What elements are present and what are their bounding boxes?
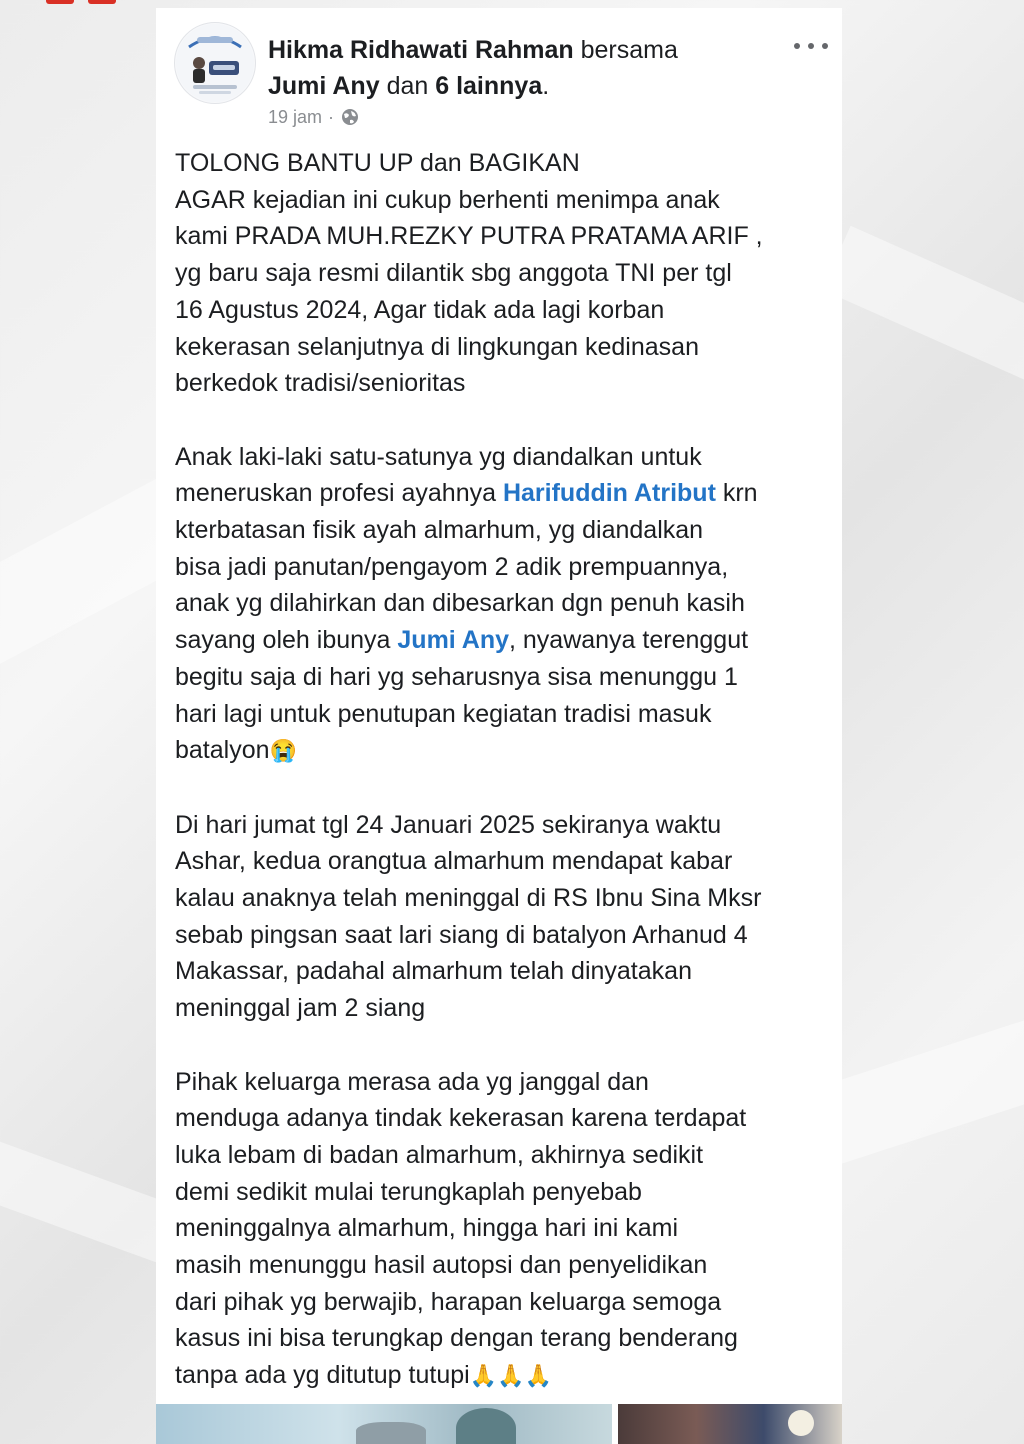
- text-line: kalau anaknya telah meninggal di RS Ibnu Sina Mksr: [175, 884, 762, 913]
- more-dot: [794, 43, 800, 49]
- text-line: bisa jadi panutan/pengayom 2 adik prempuannya,: [175, 552, 729, 581]
- facebook-post-card: [156, 8, 842, 1444]
- photo-detail: [356, 1422, 426, 1444]
- background-fold: [822, 226, 1024, 445]
- text-line: Makassar, padahal almarhum telah dinyatakan: [175, 957, 692, 986]
- text-line: kasus ini bisa terungkap dengan terang benderang: [175, 1324, 738, 1353]
- meta-separator: ·: [328, 107, 335, 127]
- paragraph-1: [175, 145, 825, 402]
- tagged-person[interactable]: Jumi Any: [268, 72, 380, 100]
- text-line: Ashar, kedua orangtua almarhum mendapat kabar: [175, 847, 733, 876]
- text-segment: krn: [715, 479, 758, 508]
- author-avatar[interactable]: [174, 22, 256, 104]
- text-line: Anak laki-laki satu-satunya yg diandalkan untuk: [175, 442, 702, 471]
- text-line: dari pihak yg berwajib, harapan keluarga semoga: [175, 1287, 722, 1316]
- photo-detail: [788, 1410, 814, 1436]
- mention-jumi-any[interactable]: Jumi Any: [397, 626, 509, 655]
- text-line: hari lagi untuk penutupan kegiatan tradisi masuk: [175, 699, 712, 728]
- text-line: AGAR kejadian ini cukup berhenti menimpa anak: [175, 185, 720, 214]
- more-dot: [808, 43, 814, 49]
- paragraph-2: [175, 439, 825, 770]
- text-line: [175, 475, 825, 512]
- text-line: berkedok tradisi/senioritas: [175, 369, 466, 398]
- top-edge-marks: [0, 0, 1024, 4]
- post-time[interactable]: 19 jam: [268, 107, 323, 127]
- text-line: anak yg dilahirkan dan dibesarkan dgn penuh kasih: [175, 589, 745, 618]
- praying-hands-emoji: 🙏🙏🙏: [469, 1363, 552, 1389]
- text-segment: meneruskan profesi ayahnya: [175, 479, 503, 508]
- crying-emoji: 😭: [269, 738, 297, 764]
- text-segment: tanpa ada yg ditutup tutupi: [175, 1361, 470, 1390]
- text-line: demi sedikit mulai terungkaplah penyebab: [175, 1177, 642, 1206]
- text-line: [175, 732, 825, 770]
- post-text: [175, 145, 825, 1395]
- post-photos: [156, 1404, 842, 1444]
- text-line: begitu saja di hari yg seharusnya sisa menunggu 1: [175, 662, 738, 691]
- author-line: [268, 32, 788, 104]
- photo-detail: [456, 1408, 516, 1444]
- text-line: sebab pingsan saat lari siang di batalyon Arhanud 4: [175, 920, 748, 949]
- text-line: [175, 1357, 825, 1395]
- text-line: Di hari jumat tgl 24 Januari 2025 sekiranya waktu: [175, 810, 722, 839]
- top-mark: [88, 0, 116, 4]
- text-line: yg baru saja resmi dilantik sbg anggota TNI per tgl: [175, 259, 732, 288]
- post-photo-1[interactable]: [156, 1404, 612, 1444]
- post-header: [156, 8, 842, 143]
- text-line: luka lebam di badan almarhum, akhirnya sedikit: [175, 1140, 704, 1169]
- text-segment: batalyon: [175, 736, 270, 765]
- text-line: meninggalnya almarhum, hingga hari ini kami: [175, 1214, 679, 1243]
- mention-harifuddin[interactable]: Harifuddin Atribut: [502, 479, 716, 508]
- author-name[interactable]: Hikma Ridhawati Rahman: [268, 36, 574, 64]
- with-word: bersama: [580, 36, 678, 64]
- tagged-others[interactable]: 6 lainnya: [435, 72, 543, 100]
- post-photo-2[interactable]: [618, 1404, 842, 1444]
- text-line: Pihak keluarga merasa ada yg janggal dan: [175, 1067, 649, 1096]
- text-line: kekerasan selanjutnya di lingkungan kedinasan: [175, 332, 699, 361]
- paragraph-3: [175, 807, 825, 1027]
- more-dot: [822, 43, 828, 49]
- text-line: kterbatasan fisik ayah almarhum, yg diandalkan: [175, 516, 704, 545]
- text-line: 16 Agustus 2024, Agar tidak ada lagi korban: [175, 295, 665, 324]
- avatar-image: [175, 23, 255, 103]
- text-line: TOLONG BANTU UP dan BAGIKAN: [175, 149, 580, 177]
- text-line: menduga adanya tindak kekerasan karena terdapat: [175, 1104, 747, 1133]
- text-line: meninggal jam 2 siang: [175, 994, 426, 1023]
- top-mark: [46, 0, 74, 4]
- author-line-period: .: [542, 72, 550, 100]
- text-line: masih menunggu hasil autopsi dan penyelidikan: [175, 1251, 708, 1280]
- text-line: kami PRADA MUH.REZKY PUTRA PRATAMA ARIF ,: [175, 222, 763, 251]
- and-word: dan: [386, 72, 429, 100]
- text-line: [175, 622, 825, 659]
- more-options-icon[interactable]: [794, 36, 828, 56]
- paragraph-4: [175, 1064, 825, 1395]
- globe-icon[interactable]: [340, 107, 360, 127]
- text-segment: sayang oleh ibunya: [175, 626, 398, 655]
- text-segment: , nyawanya terenggut: [509, 626, 749, 655]
- post-meta: [268, 106, 360, 128]
- globe-icon-svg: [340, 107, 360, 127]
